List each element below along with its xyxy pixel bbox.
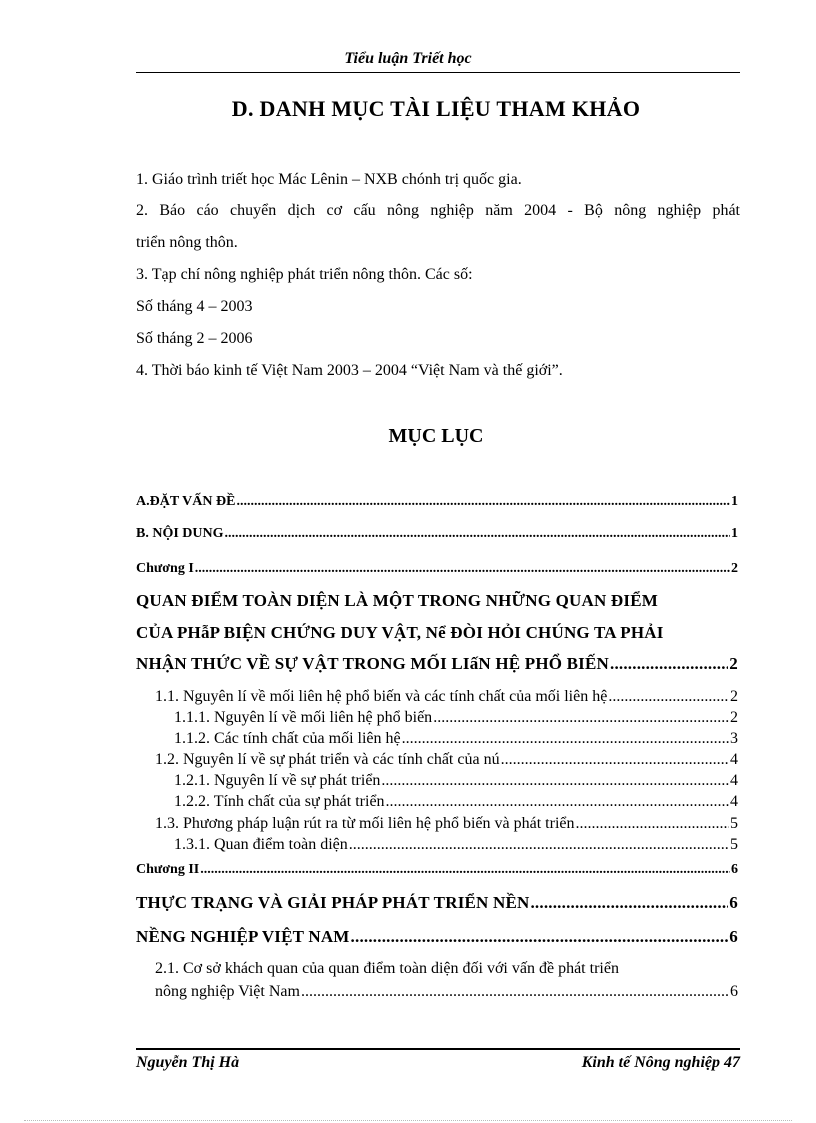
toc-page-number: 2 (730, 709, 738, 726)
reference-item: Số tháng 4 – 2003 (136, 298, 253, 315)
toc-leader (225, 526, 730, 542)
toc-entry[interactable] (136, 862, 738, 878)
toc-entry[interactable] (174, 730, 738, 748)
toc-page-number: 6 (730, 983, 738, 1000)
toc-entry-title: Chương I (136, 561, 194, 576)
toc-entry-title: 1.3.1. Quan điểm toàn diện (174, 836, 348, 853)
toc-leader (433, 709, 729, 727)
toc-entry-title: nông nghiệp Việt Nam (155, 983, 300, 1000)
toc-entry[interactable] (155, 815, 738, 833)
page-bottom-border (24, 1120, 792, 1121)
toc-chapter-heading-line: CỦA PHẫP BIỆN CHỨNG DUY VẬT, Nể ĐÒI HỎI CHÚNG TA PHẢI (136, 623, 664, 642)
toc-leader (381, 772, 729, 790)
toc-leader (351, 927, 729, 947)
toc-entry-title: 1.3. Phương pháp luận rút ra từ mối liên hệ phổ biến và phát triển (155, 815, 575, 832)
toc-entry-title: 1.2.2. Tính chất của sự phát triển (174, 793, 385, 810)
reference-item: 4. Thời báo kinh tế Việt Nam 2003 – 2004 “Việt Nam và thế giới”. (136, 362, 563, 379)
toc-leader (236, 494, 730, 510)
toc-leader (608, 688, 729, 706)
references-title: D. DANH MỤC TÀI LIỆU THAM KHẢO (231, 96, 641, 121)
toc-page-number: 2 (729, 654, 738, 673)
toc-entry-title: 1.2.1. Nguyên lí về sự phát triển (174, 772, 381, 789)
toc-leader (402, 730, 729, 748)
reference-item: 1. Giáo trình triết học Mác Lênin – NXB chónh trị quốc gia. (136, 171, 522, 188)
toc-entry[interactable] (155, 751, 738, 769)
toc-page-number: 5 (730, 815, 738, 832)
toc-page-number: 5 (730, 836, 738, 853)
toc-entry-title: 1.1.1. Nguyên lí về mối liên hệ phổ biến (174, 709, 433, 726)
toc-leader (200, 862, 730, 878)
toc-entry-title: 1.1. Nguyên lí về mối liên hệ phổ biến và các tính chất của mối liên hệ (155, 688, 608, 705)
toc-page-number: 1 (731, 526, 738, 541)
running-header: Tiểu luận Triết học (344, 50, 472, 67)
toc-leader (386, 793, 729, 811)
toc-chapter-heading-line: QUAN ĐIỂM TOÀN DIỆN LÀ MỘT TRONG NHỮNG QUAN ĐIỂM (136, 591, 658, 610)
toc-entry[interactable] (174, 793, 738, 811)
toc-entry[interactable] (174, 709, 738, 727)
toc-leader (576, 815, 730, 833)
toc-entry[interactable] (174, 836, 738, 854)
toc-entry-title: 1.2. Nguyên lí về sự phát triển và các tính chất của nú (155, 751, 500, 768)
toc-leader (301, 983, 729, 1001)
toc-page-number: 4 (730, 772, 738, 789)
toc-entry-title: 1.1.2. Các tính chất của mối liên hệ (174, 730, 401, 747)
toc-leader (195, 561, 730, 577)
toc-entry[interactable] (155, 688, 738, 706)
toc-page-number: 6 (731, 862, 738, 877)
reference-item: 3. Tạp chí nông nghiệp phát triển nông thôn. Các số: (136, 266, 473, 283)
toc-entry[interactable] (136, 893, 738, 913)
toc-leader (501, 751, 729, 769)
toc-entry[interactable] (136, 561, 738, 577)
toc-leader (349, 836, 729, 854)
header-rule (136, 72, 740, 73)
toc-entry[interactable] (155, 983, 738, 1001)
reference-item: 2. Báo cáo chuyển dịch cơ cấu nông nghiệp năm 2004 - Bộ nông nghiệp phát (136, 202, 740, 219)
toc-entry-title: THỰC TRẠNG VÀ GIẢI PHÁP PHÁT TRIỂN NỀN (136, 893, 530, 912)
toc-entry-title: NHẬN THỨC VỀ SỰ VẬT TRONG MỐI LIấN HỆ PHỔ BIẾN (136, 654, 609, 673)
toc-entry-title: NỀNG NGHIỆP VIỆT NAM (136, 927, 350, 946)
reference-item: triển nông thôn. (136, 234, 238, 251)
toc-page-number: 6 (729, 893, 738, 912)
footer-class: Kinh tế Nông nghiệp 47 (581, 1054, 740, 1071)
reference-item: Số tháng 2 – 2006 (136, 330, 253, 347)
toc-page-number: 6 (729, 927, 738, 946)
toc-entry[interactable] (136, 526, 738, 542)
toc-page-number: 4 (730, 751, 738, 768)
footer-rule (136, 1048, 740, 1050)
toc-page-number: 4 (730, 793, 738, 810)
toc-entry-title: B. NỘI DUNG (136, 526, 224, 541)
toc-entry[interactable] (136, 654, 738, 674)
toc-leader (530, 893, 728, 913)
toc-page-number: 3 (730, 730, 738, 747)
toc-title: MỤC LỤC (388, 425, 484, 447)
toc-page-number: 2 (730, 688, 738, 705)
toc-leader (610, 654, 728, 674)
toc-page-number: 1 (731, 494, 738, 509)
footer-author: Nguyễn Thị Hà (136, 1054, 240, 1071)
toc-page-number: 2 (731, 561, 738, 576)
toc-entry[interactable] (174, 772, 738, 790)
toc-entry-title: 2.1. Cơ sở khách quan của quan điểm toàn diện đối với vấn đề phát triển (155, 960, 619, 977)
toc-entry-title: A.ĐẶT VẤN ĐỀ (136, 494, 236, 509)
toc-entry[interactable] (136, 494, 738, 510)
toc-entry[interactable] (136, 927, 738, 947)
toc-entry-title: Chương II (136, 862, 200, 877)
